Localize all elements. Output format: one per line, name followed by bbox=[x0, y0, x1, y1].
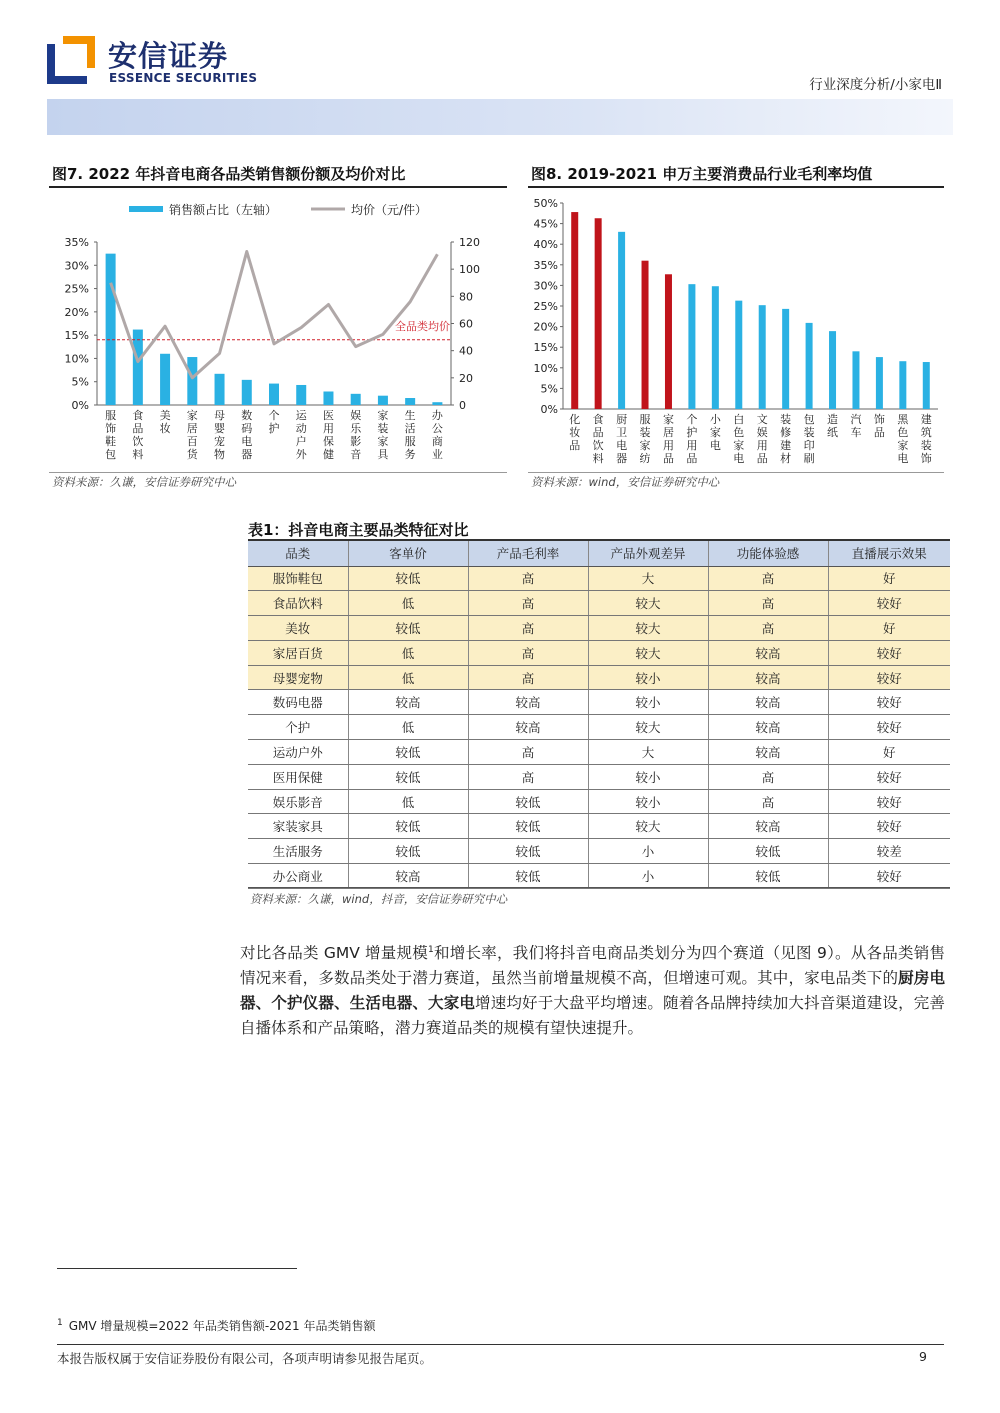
footer-rule bbox=[57, 1344, 944, 1345]
para-sep: 、 bbox=[412, 994, 429, 1013]
right-tick-label: 120 bbox=[459, 236, 480, 249]
table-header-cell: 功能体验感 bbox=[708, 540, 828, 566]
table-cell: 较高 bbox=[708, 740, 828, 765]
bar-sales-share bbox=[160, 354, 170, 405]
table-cell: 较低 bbox=[468, 864, 588, 889]
bar-gross-margin bbox=[759, 305, 766, 409]
fig7-source-rule bbox=[49, 472, 507, 473]
table-cell: 母婴宠物 bbox=[248, 665, 348, 690]
table-row bbox=[248, 690, 950, 715]
table-cell: 高 bbox=[468, 764, 588, 789]
x-category-label: 建筑装饰 bbox=[920, 413, 932, 465]
table-cell: 较好 bbox=[828, 789, 950, 814]
left-tick-label: 30% bbox=[64, 259, 89, 273]
bar-sales-share bbox=[187, 357, 197, 405]
x-category-label: 食品饮料 bbox=[132, 409, 144, 461]
y-tick-label: 10% bbox=[533, 361, 558, 375]
table-cell: 低 bbox=[348, 591, 468, 616]
table-row bbox=[248, 740, 950, 765]
table-cell: 高 bbox=[468, 640, 588, 665]
table-cell: 较低 bbox=[468, 789, 588, 814]
table-cell: 较高 bbox=[468, 715, 588, 740]
para-sep: 、 bbox=[334, 994, 350, 1013]
footnote-ref: 1 bbox=[428, 945, 434, 955]
bar-gross-margin bbox=[688, 284, 695, 409]
table-cell: 较好 bbox=[828, 864, 950, 889]
table-cell: 高 bbox=[468, 665, 588, 690]
y-tick-label: 20% bbox=[533, 320, 558, 334]
table-cell: 较高 bbox=[708, 715, 828, 740]
table-cell: 较高 bbox=[708, 814, 828, 839]
bar-gross-margin bbox=[852, 351, 859, 409]
company-name-en: ESSENCE SECURITIES bbox=[109, 71, 258, 85]
table-cell: 家装家具 bbox=[248, 814, 348, 839]
table-row bbox=[248, 616, 950, 641]
para-bold: 大家电 bbox=[428, 994, 476, 1013]
table-cell: 较高 bbox=[348, 864, 468, 889]
bar-sales-share bbox=[296, 385, 306, 405]
table-cell: 低 bbox=[348, 665, 468, 690]
x-category-label: 服饰鞋包 bbox=[105, 409, 117, 461]
right-tick-label: 100 bbox=[459, 263, 480, 277]
table-cell: 好 bbox=[828, 566, 950, 591]
x-category-label: 造纸 bbox=[827, 413, 839, 439]
table-row bbox=[248, 789, 950, 814]
table-cell: 较低 bbox=[348, 839, 468, 864]
table-cell: 较低 bbox=[468, 814, 588, 839]
table-cell: 高 bbox=[468, 616, 588, 641]
left-tick-label: 35% bbox=[64, 236, 89, 249]
y-tick-label: 30% bbox=[533, 279, 558, 293]
x-category-label: 黑色家电 bbox=[897, 413, 909, 465]
table-cell: 较低 bbox=[468, 839, 588, 864]
fig7-title: 图7. 2022 年抖音电商各品类销售额份额及均价对比 bbox=[52, 165, 406, 183]
left-tick-label: 20% bbox=[64, 305, 89, 319]
fig8-source-rule bbox=[528, 472, 944, 473]
reference-line-label: 全品类均价 bbox=[395, 319, 450, 333]
table-cell: 家居百货 bbox=[248, 640, 348, 665]
table1-title: 表1：抖音电商主要品类特征对比 bbox=[248, 521, 469, 539]
x-category-label: 美妆 bbox=[159, 409, 171, 435]
x-category-label: 家装家具 bbox=[377, 409, 389, 461]
table-cell: 大 bbox=[588, 740, 708, 765]
table-header-cell: 产品毛利率 bbox=[468, 540, 588, 566]
para-text: 增速均好于大盘平均增速。随着各品牌持续加大抖音渠道建设，完善自播体系和产品策略，潜力赛道品类的规模有望快速提升。 bbox=[240, 994, 945, 1038]
bar-gross-margin bbox=[665, 274, 672, 409]
y-tick-label: 45% bbox=[533, 217, 558, 231]
table-row bbox=[248, 814, 950, 839]
table-row bbox=[248, 715, 950, 740]
bar-sales-share bbox=[432, 402, 442, 405]
table-cell: 数码电器 bbox=[248, 690, 348, 715]
table-cell: 高 bbox=[468, 566, 588, 591]
left-tick-label: 25% bbox=[64, 282, 89, 296]
para-text: 和增长率，我们将抖音电商品类划分为四个赛道（见图 9）。从各品类销售情况来看，多数品类处于潜力赛道，虽然当前增量规模不高，但增速可观。其中，家电品类下的 bbox=[240, 944, 946, 988]
table-cell: 较低 bbox=[708, 864, 828, 889]
y-tick-label: 5% bbox=[540, 382, 558, 396]
company-name-cn: 安信证券 bbox=[108, 39, 229, 73]
company-logo-icon bbox=[47, 36, 95, 84]
table-header-cell: 直播展示效果 bbox=[828, 540, 950, 566]
bar-gross-margin bbox=[712, 286, 719, 409]
table-cell: 大 bbox=[588, 566, 708, 591]
table-row bbox=[248, 591, 950, 616]
x-category-label: 厨卫电器 bbox=[616, 413, 628, 465]
table-cell: 高 bbox=[708, 764, 828, 789]
x-category-label: 包装印刷 bbox=[803, 413, 815, 465]
bar-gross-margin bbox=[782, 309, 789, 409]
x-category-label: 化妆品 bbox=[569, 413, 581, 452]
table-cell: 较低 bbox=[708, 839, 828, 864]
table-cell: 好 bbox=[828, 616, 950, 641]
bar-sales-share bbox=[269, 384, 279, 405]
para-text: 对比各品类 GMV 增量规模 bbox=[240, 944, 429, 963]
bar-gross-margin bbox=[595, 218, 602, 409]
table-cell: 低 bbox=[348, 715, 468, 740]
right-tick-label: 40 bbox=[459, 344, 473, 358]
x-category-label: 数码电器 bbox=[241, 409, 253, 461]
table-cell: 高 bbox=[708, 566, 828, 591]
header-band bbox=[47, 99, 953, 135]
fig7-source: 资料来源：久谦，安信证券研究中心 bbox=[52, 475, 236, 489]
table-cell: 较小 bbox=[588, 789, 708, 814]
bar-gross-margin bbox=[618, 232, 625, 409]
table-cell: 高 bbox=[708, 591, 828, 616]
table-cell: 运动户外 bbox=[248, 740, 348, 765]
x-category-label: 家居用品 bbox=[662, 413, 674, 465]
legend-line-label: 均价（元/件） bbox=[351, 203, 428, 217]
table-cell: 较大 bbox=[588, 814, 708, 839]
table-cell: 较高 bbox=[708, 665, 828, 690]
table-row bbox=[248, 864, 950, 889]
table-cell: 较大 bbox=[588, 640, 708, 665]
fig8-title-rule bbox=[528, 186, 944, 188]
x-category-label: 装修建材 bbox=[780, 413, 792, 465]
table-cell: 较大 bbox=[588, 715, 708, 740]
para-bold: 厨房电器 bbox=[240, 969, 945, 1013]
table-cell: 较大 bbox=[588, 616, 708, 641]
right-tick-label: 20 bbox=[459, 371, 473, 385]
bar-sales-share bbox=[405, 398, 415, 405]
fig8-chart bbox=[528, 190, 944, 470]
table-cell: 小 bbox=[588, 864, 708, 889]
bar-sales-share bbox=[351, 394, 361, 405]
left-tick-label: 10% bbox=[64, 352, 89, 366]
table-cell: 较低 bbox=[348, 814, 468, 839]
right-tick-label: 80 bbox=[459, 290, 473, 304]
table-cell: 较好 bbox=[828, 640, 950, 665]
table-cell: 较差 bbox=[828, 839, 950, 864]
table-cell: 较低 bbox=[348, 740, 468, 765]
table-cell: 较低 bbox=[348, 616, 468, 641]
table-cell: 较好 bbox=[828, 715, 950, 740]
bar-gross-margin bbox=[829, 331, 836, 409]
x-category-label: 白色家电 bbox=[733, 413, 745, 465]
x-category-label: 家居百货 bbox=[186, 409, 198, 461]
para-sep: 、 bbox=[255, 994, 272, 1013]
x-category-label: 个护用品 bbox=[686, 413, 698, 465]
bar-sales-share bbox=[215, 374, 225, 405]
bar-gross-margin bbox=[571, 212, 578, 409]
left-tick-label: 15% bbox=[64, 329, 89, 343]
footer-disclaimer: 本报告版权属于安信证券股份有限公司，各项声明请参见报告尾页。 bbox=[57, 1351, 433, 1366]
table-header-cell: 产品外观差异 bbox=[588, 540, 708, 566]
bar-gross-margin bbox=[735, 301, 742, 409]
x-category-label: 小家电 bbox=[709, 413, 721, 452]
table-cell: 较高 bbox=[348, 690, 468, 715]
footnote-text: GMV 增量规模=2022 年品类销售额-2021 年品类销售额 bbox=[68, 1319, 376, 1333]
table-cell: 较低 bbox=[348, 764, 468, 789]
fig8-title: 图8. 2019-2021 申万主要消费品行业毛利率均值 bbox=[531, 165, 873, 183]
x-category-label: 汽车 bbox=[850, 413, 862, 439]
legend-bar-swatch bbox=[129, 206, 163, 212]
fig7-title-rule bbox=[49, 186, 507, 188]
table-cell: 高 bbox=[468, 740, 588, 765]
bar-sales-share bbox=[242, 380, 252, 405]
table-cell: 较高 bbox=[708, 640, 828, 665]
table-cell: 较好 bbox=[828, 764, 950, 789]
line-average-price bbox=[111, 252, 438, 378]
table-cell: 个护 bbox=[248, 715, 348, 740]
table-row bbox=[248, 566, 950, 591]
x-category-label: 运动户外 bbox=[295, 409, 307, 461]
table-cell: 小 bbox=[588, 839, 708, 864]
y-tick-label: 50% bbox=[533, 197, 558, 210]
table1-bottom-rule bbox=[248, 887, 950, 888]
x-category-label: 文娱用品 bbox=[756, 413, 768, 465]
x-category-label: 饰品 bbox=[873, 413, 885, 439]
bar-gross-margin bbox=[899, 361, 906, 409]
table-row bbox=[248, 640, 950, 665]
right-tick-label: 0 bbox=[459, 399, 466, 412]
table-cell: 较高 bbox=[708, 690, 828, 715]
x-category-label: 娱乐影音 bbox=[350, 409, 362, 461]
table-cell: 高 bbox=[708, 616, 828, 641]
body-paragraph bbox=[240, 938, 945, 1041]
left-tick-label: 0% bbox=[71, 399, 89, 412]
table-cell: 好 bbox=[828, 740, 950, 765]
left-tick-label: 5% bbox=[71, 375, 89, 389]
table-cell: 较好 bbox=[828, 591, 950, 616]
table-cell: 生活服务 bbox=[248, 839, 348, 864]
table-cell: 低 bbox=[348, 789, 468, 814]
bar-gross-margin bbox=[876, 357, 883, 409]
table-cell: 娱乐影音 bbox=[248, 789, 348, 814]
bar-sales-share bbox=[378, 396, 388, 405]
table-cell: 较好 bbox=[828, 690, 950, 715]
table-cell: 医用保健 bbox=[248, 764, 348, 789]
table-header-cell: 品类 bbox=[248, 540, 348, 566]
table-cell: 美妆 bbox=[248, 616, 348, 641]
y-tick-label: 15% bbox=[533, 341, 558, 355]
report-category-label: 行业深度分析/小家电Ⅱ bbox=[809, 77, 942, 93]
table-row bbox=[248, 839, 950, 864]
table-row bbox=[248, 764, 950, 789]
table1-source: 资料来源：久谦，wind，抖音，安信证券研究中心 bbox=[250, 892, 508, 906]
fig8-source: 资料来源：wind，安信证券研究中心 bbox=[531, 475, 720, 489]
bar-gross-margin bbox=[923, 362, 930, 409]
right-tick-label: 60 bbox=[459, 317, 473, 331]
table-cell: 较小 bbox=[588, 764, 708, 789]
x-category-label: 个护 bbox=[268, 409, 280, 435]
table-cell: 食品饮料 bbox=[248, 591, 348, 616]
table1 bbox=[248, 539, 950, 889]
x-category-label: 食品饮料 bbox=[592, 413, 604, 465]
bar-gross-margin bbox=[806, 323, 813, 409]
legend-bar-label: 销售额占比（左轴） bbox=[169, 203, 278, 217]
table-cell: 较小 bbox=[588, 690, 708, 715]
para-bold: 生活电器 bbox=[349, 994, 413, 1013]
table-header-cell: 客单价 bbox=[348, 540, 468, 566]
bar-gross-margin bbox=[642, 261, 649, 409]
table-cell: 服饰鞋包 bbox=[248, 566, 348, 591]
bar-sales-share bbox=[106, 254, 116, 405]
x-category-label: 办公商业 bbox=[431, 409, 443, 461]
x-category-label: 生活服务 bbox=[404, 409, 416, 461]
page-number: 9 bbox=[919, 1349, 927, 1364]
para-bold: 个护仪器 bbox=[271, 994, 335, 1013]
footnote-number: 1 bbox=[57, 1318, 63, 1328]
table-cell: 高 bbox=[708, 789, 828, 814]
table-cell: 较好 bbox=[828, 665, 950, 690]
x-category-label: 医用保健 bbox=[322, 409, 334, 461]
table-cell: 较低 bbox=[348, 566, 468, 591]
table-cell: 较高 bbox=[468, 690, 588, 715]
x-category-label: 服装家纺 bbox=[639, 413, 651, 465]
x-category-label: 母婴宠物 bbox=[214, 409, 226, 461]
table-cell: 较小 bbox=[588, 665, 708, 690]
y-tick-label: 25% bbox=[533, 300, 558, 313]
table-cell: 高 bbox=[468, 591, 588, 616]
footnote bbox=[57, 1317, 376, 1334]
y-tick-label: 0% bbox=[540, 403, 558, 416]
fig7-chart bbox=[49, 190, 509, 470]
table-row bbox=[248, 665, 950, 690]
bar-sales-share bbox=[323, 391, 333, 405]
table-cell: 低 bbox=[348, 640, 468, 665]
table-cell: 较大 bbox=[588, 591, 708, 616]
footnote-rule bbox=[57, 1268, 297, 1269]
table-cell: 办公商业 bbox=[248, 864, 348, 889]
bar-sales-share bbox=[133, 330, 143, 405]
y-tick-label: 40% bbox=[533, 238, 558, 252]
table-cell: 较好 bbox=[828, 814, 950, 839]
y-tick-label: 35% bbox=[533, 258, 558, 272]
